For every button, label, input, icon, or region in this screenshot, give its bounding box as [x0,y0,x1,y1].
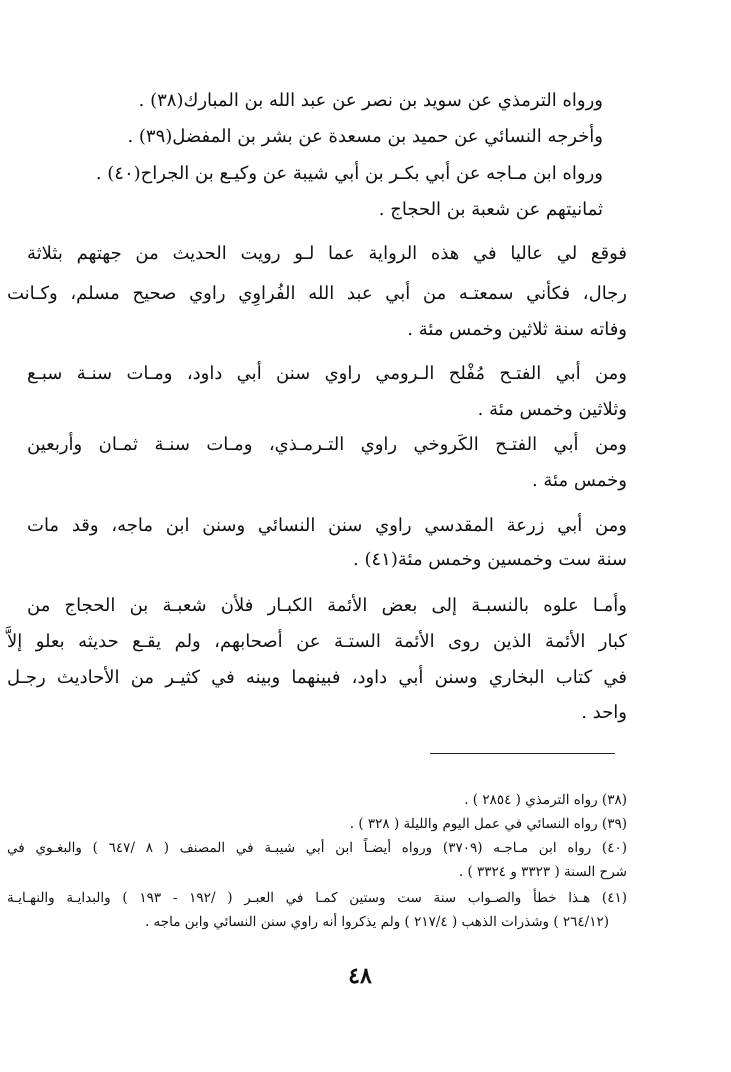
footnote-separator [430,753,615,754]
body-line: ومن أبي زرعة المقدسي راوي سنن النسائي وسنن ابن ماجه، وقد مات [27,515,627,536]
body-line: وأمـا علوه بالنسبـة إلى بعض الأئمة الكبـار فلأن شعبـة بن الحجاج من [27,595,627,616]
body-line: وثلاثين وخمس مئة . [477,399,627,420]
footnote-line: (٣٨) رواه الترمذي ( ٢٨٥٤ ) . [464,792,627,808]
body-line: ومن أبي الفتـح الكَروخي راوي التـرمـذي، ومـات سنـة ثمـان وأربعين [27,434,627,455]
body-line: في كتاب البخاري وسنن أبي داود، فبينهما وبينه في كثيـر من الأحاديث رجـل [7,667,627,688]
body-line: واحد . [581,702,627,723]
footnote-line: (٣٩) رواه النسائي في عمل اليوم والليلة ( ٣٢٨ ) . [349,816,627,832]
body-line: ورواه ابن مـاجه عن أبي بكـر بن أبي شيبة عن وكيـع بن الجراح(٤٠) . [95,163,603,184]
body-line: ورواه الترمذي عن سويد بن نصر عن عبد الله بن المبارك(٣٨) . [138,90,603,111]
body-line: وخمس مئة . [531,470,627,491]
body-line: رجال، فكأني سمعتـه من أبي عبد الله الفُراوِي راوي صحيح مسلم، وكـانت [7,283,627,304]
body-line: فوقع لي عاليا في هذه الرواية عما لـو رويت الحديث من جهتهم بثلاثة [27,243,627,264]
body-line: كبار الأئمة الذين روى الأئمة الستـة عن أصحابهم، ولم يقـع حديثه بعلو إلاَّ [7,631,627,652]
body-line: وفاته سنة ثلاثين وخمس مئة . [407,319,627,340]
body-line: وأخرجه النسائي عن حميد بن مسعدة عن بشر بن المفضل(٣٩) . [127,126,603,147]
body-line: ثمانيتهم عن شعبة بن الحجاج . [378,199,603,220]
body-line: ومن أبي الفتـح مُفْلح الـرومي راوي سنن أبي داود، ومـات سنـة سبـع [27,363,627,384]
page-number: ٤٨ [348,963,372,989]
footnote-line: (٤١) هـذا خطأ والصـواب سنة ست وستين كمـا في العبـر ( /١٩٢ - ١٩٣ ) والبدايـة والنهـايـة [7,890,627,906]
footnote-line: (٤٠) رواه ابن مـاجـه (٣٧٠٩) ورواه أيضـاً ابن أبي شيبـة في المصنف ( ٨ /٦٤٧ ) والبغـوي في [7,840,628,856]
footnote-line: شرح السنة ( ٣٣٢٣ و ٣٣٢٤ ) . [458,864,627,880]
footnote-line: (٢٦٤/١٢ ) وشذرات الذهب ( ٢١٧/٤ ) ولم يذكروا أنه راوي سنن النسائي وابن ماجه . [144,914,609,930]
body-line: سنة ست وخمسين وخمس مئة(٤١) . [353,549,627,570]
